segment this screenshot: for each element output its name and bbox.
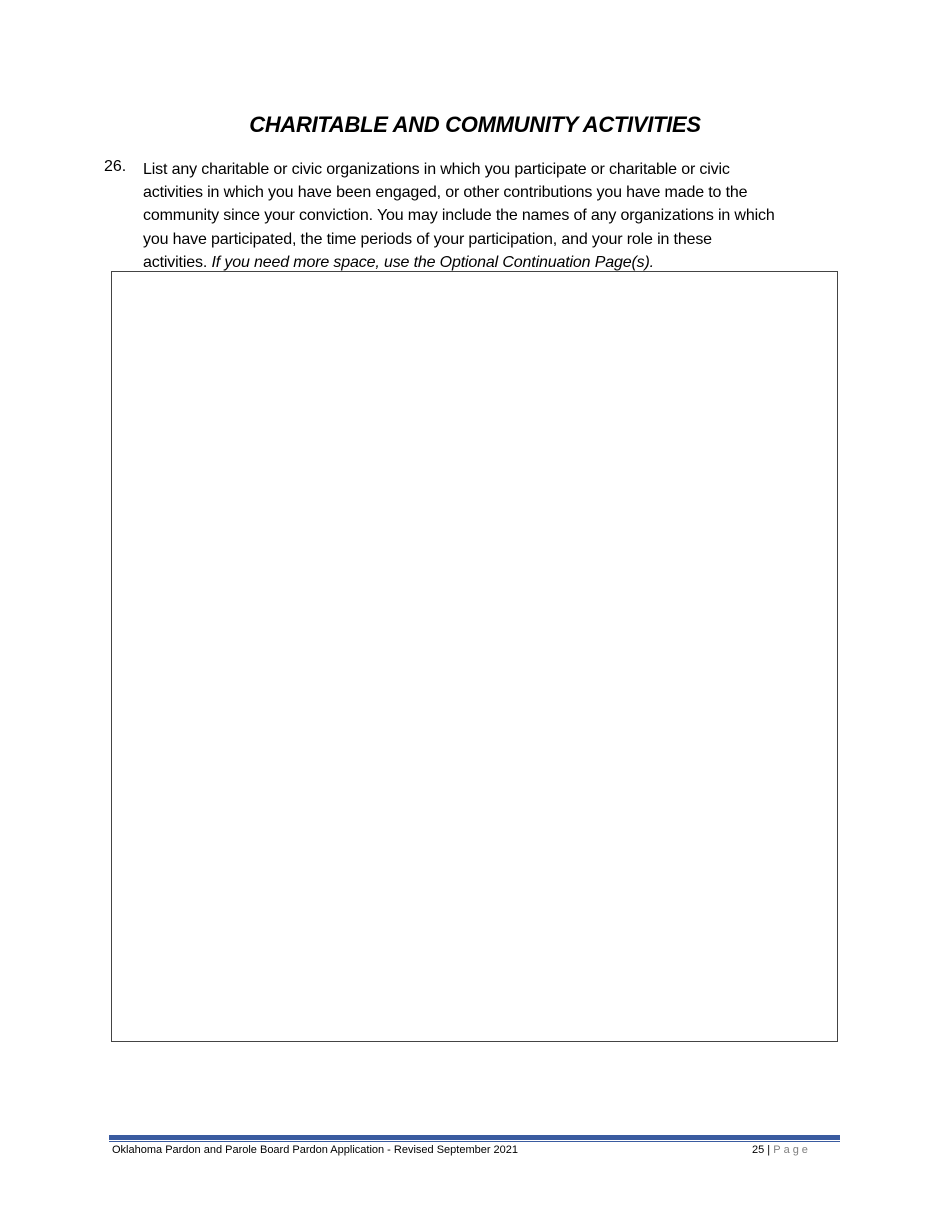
section-title: CHARITABLE AND COMMUNITY ACTIVITIES xyxy=(249,112,701,137)
footer-page-number xyxy=(752,1144,811,1156)
question-line: List any charitable or civic organizations in which you participate or charitable or civic xyxy=(143,161,730,178)
page-number: 25 xyxy=(752,1144,765,1156)
footer-document-title: Oklahoma Pardon and Parole Board Pardon Application - Revised September 2021 xyxy=(112,1144,519,1156)
question-text xyxy=(143,158,775,274)
page-separator: | xyxy=(764,1144,774,1156)
question-line: activities in which you have been engaged, or other contributions you have made to the xyxy=(143,184,748,202)
question-line-text: activities. xyxy=(143,253,212,271)
page-label: Page xyxy=(773,1144,811,1156)
question-line: you have participated, the time periods of your participation, and your role in these xyxy=(143,230,712,248)
question-number: 26. xyxy=(104,158,127,175)
footer-rule xyxy=(109,1135,840,1140)
footer-rule-thin xyxy=(109,1141,840,1142)
continuation-note: If you need more space, use the Optional Continuation Page(s). xyxy=(211,253,654,271)
answer-text-area[interactable] xyxy=(111,271,838,1042)
question-line: community since your conviction. You may include the names of any organizations in which xyxy=(143,207,775,225)
